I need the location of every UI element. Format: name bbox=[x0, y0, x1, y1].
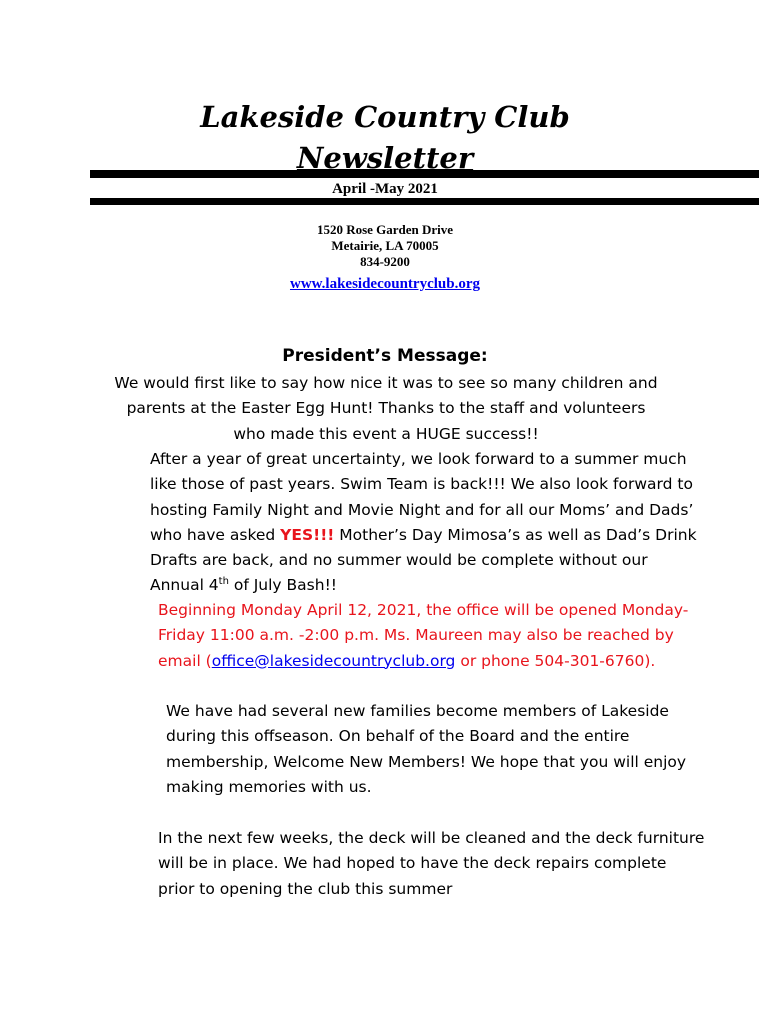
paragraph-office-hours bbox=[112, 598, 706, 674]
paragraph-summer-text-c: of July Bash!! bbox=[228, 576, 337, 595]
phone-number: 834-9200 bbox=[360, 254, 410, 269]
section-heading: President’s Message: bbox=[282, 346, 488, 366]
office-hours-text-a: Beginning Monday April 12, 2021, the office will be opened Monday-Friday 11:00 a.m. -2:00 p.m. Ms. Maureen may also be reached by email ( bbox=[158, 601, 689, 670]
ordinal-suffix: th bbox=[218, 576, 229, 588]
issue-date: April -May 2021 bbox=[332, 181, 438, 197]
header-divider-bottom bbox=[90, 198, 759, 205]
address-city: Metairie, LA 70005 bbox=[331, 238, 439, 253]
email-link[interactable]: office@lakesidecountryclub.org bbox=[211, 651, 456, 670]
website-link[interactable]: www.lakesidecountryclub.org bbox=[289, 276, 480, 292]
address-street: 1520 Rose Garden Drive bbox=[316, 222, 454, 237]
paragraph-deck: In the next few weeks, the deck will be cleaned and the deck furniture will be in place. We had hoped to have the deck repairs complete prior to opening the club this summer bbox=[158, 829, 705, 898]
newsletter-subtitle: Newsletter bbox=[296, 141, 474, 175]
paragraph-summer-text-b: Mother’s Day Mimosa’s as well as Dad’s Drink Drafts are back, and no summer would be complete without our Annual 4 bbox=[150, 525, 697, 595]
office-hours-text-b: or phone 504-301-6760). bbox=[455, 651, 656, 670]
yes-highlight: YES!!! bbox=[280, 525, 335, 544]
newsletter-title: Lakeside Country Club bbox=[200, 100, 570, 134]
paragraph-new-members: We have had several new families become members of Lakeside during this offseason. On behalf of the Board and the entire membership, Welcome New Members! We hope that you will enjoy making memories with us. bbox=[166, 702, 687, 796]
paragraph-easter: We would first like to say how nice it was to see so many children and parents at the Easter Egg Hunt! Thanks to the staff and volunteers who made this event a HUGE success!! bbox=[114, 374, 658, 443]
paragraph-summer-text-a: After a year of great uncertainty, we look forward to a summer much like those of past years. Swim Team is back!!! We also look forward to hosting Family Night and Movie Night and for all our Moms’ and Dads’ who have asked bbox=[150, 450, 694, 544]
paragraph-summer bbox=[112, 447, 698, 599]
